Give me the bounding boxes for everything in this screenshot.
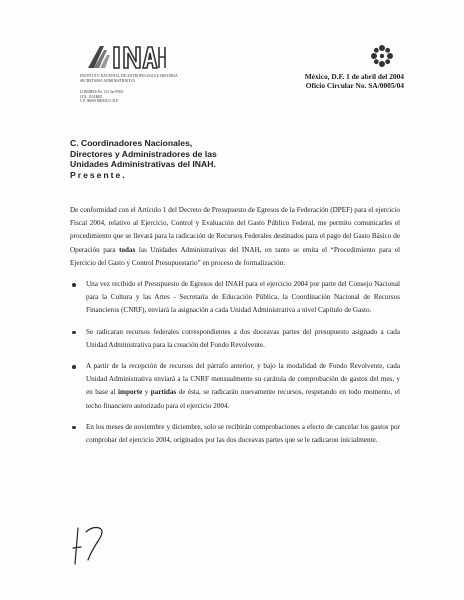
address-line: COL. JUAREZ — [80, 94, 103, 99]
procedure-list — [70, 278, 400, 447]
seal-icon — [370, 44, 394, 68]
list-item: Una vez recibido el Presupuesto de Egresos del INAH para el ejercicio 2004 por parte del Consejo Nacional para la Cultura y las Artes - Secretaría de Educación Pública, la Coordinación Nacional de Recursos Financieros (CNRF), enviará la asignación a cada Unidad Administrativa a nivel Capítulo de Gasto. — [70, 278, 400, 318]
signature-icon — [72, 520, 112, 566]
list-item: Se radicaran recursos federales correspondientes a dos doceavas partes del presupuesto asignado a cada Unidad Administrativa para la creación del Fondo Revolvente. — [70, 326, 400, 352]
bullet-icon — [72, 426, 76, 430]
list-item: A partir de la recepción de recursos del párrafo anterior, y bajo la modalidad de Fondo Revolvente, cada Unidad Administrativa enviará a la CNRF mensualmente su carátula de comprobación de gastos del mes, y en base al importe y partidas de ésta, se radicarán nuevamente recursos, respetando en todo momento, el techo financiero autorizado para el ejercicio 2004. — [70, 360, 400, 413]
circular-number: Oficio Circular No. SA/0005/04 — [305, 81, 404, 90]
recipient-line: C. Coordinadores Nacionales, — [70, 138, 193, 148]
recipient-line: Directores y Administradores de las — [70, 148, 217, 159]
bullet-icon — [72, 331, 76, 335]
inah-logo — [86, 44, 166, 70]
recipient-line: Unidades Administrativas del INAH. — [70, 159, 216, 169]
letter-body — [70, 204, 400, 455]
intro-paragraph: De conformidad con el Artículo 1 del Decreto de Presupuesto de Egresos de la Federación (DPEF) para el ejercicio Fiscal 2004, relativo al Ejercicio, Control y Evaluación del Gasto Público Federal, me permito comunicarles el procedimiento que se llevará para la radicación de Recursos Federales destinados para el pago del Gasto Básico de Operación para todas las Unidades Administrativas del INAH, en tanto se emita el “Procedimiento para el Ejercicio del Gasto y Control Presupuestario” en proceso de formalización: — [70, 206, 400, 267]
place-date: México, D.F. 1 de abril del 2004 — [304, 72, 404, 81]
address-line: C.P. 06600 MEXICO, D.F. — [80, 99, 119, 104]
handwritten-signature — [72, 520, 112, 566]
list-item: En los meses de noviembre y diciembre, solo se recibirán comprobaciones a efecto de cancelar los gastos por comprobar del ejercicio 2004, originados por las dos doceavas partes que se le radicaron inicialmente. — [70, 421, 400, 447]
inah-logo-icon — [86, 44, 166, 70]
institution-line: SECRETARIA ADMINISTRATIVA — [80, 78, 136, 83]
emblem-seal — [370, 44, 394, 68]
recipient-block — [70, 138, 217, 180]
institution-line: INSTITUTO NACIONAL DE ANTROPOLOGIA E HISTORIA — [80, 74, 178, 78]
bullet-icon — [72, 365, 76, 369]
salutation: Presente. — [70, 169, 127, 180]
address-line: LONDRES No. 121 3er PISO — [80, 90, 124, 94]
bullet-icon — [72, 283, 76, 287]
